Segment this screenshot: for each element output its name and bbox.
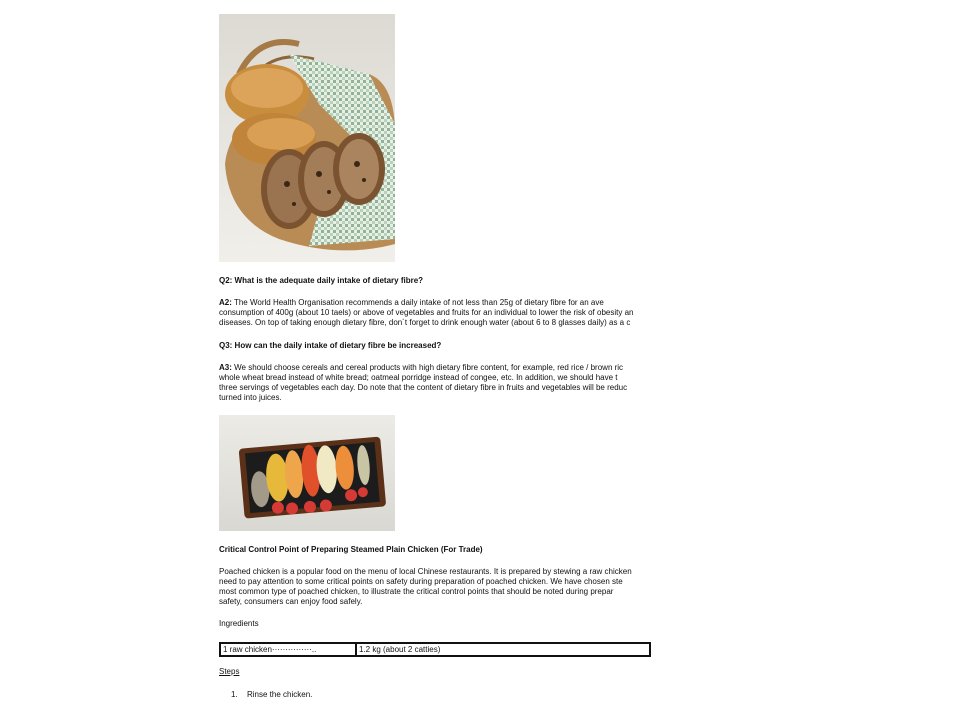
section-heading: Critical Control Point of Preparing Steamed Plain Chicken (For Trade) [219,545,483,554]
question-q2: Q2: What is the adequate daily intake of dietary fibre? [219,276,424,285]
paragraph-line: need to pay attention to some critical points on safety during preparation of poached chicken. We have chosen ste [219,577,623,586]
answer-a2-label: A2: [219,298,232,307]
answer-a2-line: The World Health Organisation recommends a daily intake of not less than 25g of dietary fibre for an ave [231,298,604,307]
table-row [220,643,650,656]
ingredient-amount: 1.2 kg (about 2 catties) [356,643,650,656]
answer-a3 [219,363,659,403]
ingredient-item: 1 raw chicken···············.. [220,643,356,656]
answer-a3-line: three servings of vegetables each day. Do note that the content of dietary fibre in fruits and vegetables will be reduc [219,383,628,392]
steps-label: Steps [219,667,240,676]
ingredients-table [219,642,651,657]
answer-a3-line: turned into juices. [219,393,282,402]
answer-a2-line: consumption of 400g (about 10 taels) or above of vegetables and fruits for an individual to lower the risk of obesity an [219,308,634,317]
bread-basket-photo [219,14,395,262]
answer-a3-line: We should choose cereals and cereal products with high dietary fibre content, for example, red rice / brown ric [231,363,624,372]
step-item [231,690,312,699]
answer-a2 [219,298,659,328]
poached-chicken-paragraph [219,567,659,607]
answer-a2-line: diseases. On top of taking enough dietary fibre, don´t forget to drink enough water (about 6 to 8 glasses daily) as a c [219,318,631,327]
paragraph-line: safety, consumers can enjoy food safely. [219,597,363,606]
answer-a3-line: whole wheat bread instead of white bread; oatmeal porridge instead of congee, etc. In addition, we should have t [219,373,618,382]
step-number: 1. [231,690,238,699]
fruit-platter-photo [219,415,395,531]
ingredients-label: Ingredients [219,619,259,628]
step-text: Rinse the chicken. [247,690,313,699]
question-q3: Q3: How can the daily intake of dietary fibre be increased? [219,341,442,350]
document-page [219,0,659,720]
answer-a3-label: A3: [219,363,232,372]
paragraph-line: Poached chicken is a popular food on the menu of local Chinese restaurants. It is prepared by stewing a raw chicken [219,567,632,576]
paragraph-line: most common type of poached chicken, to illustrate the critical control points that should be noted during prepar [219,587,614,596]
